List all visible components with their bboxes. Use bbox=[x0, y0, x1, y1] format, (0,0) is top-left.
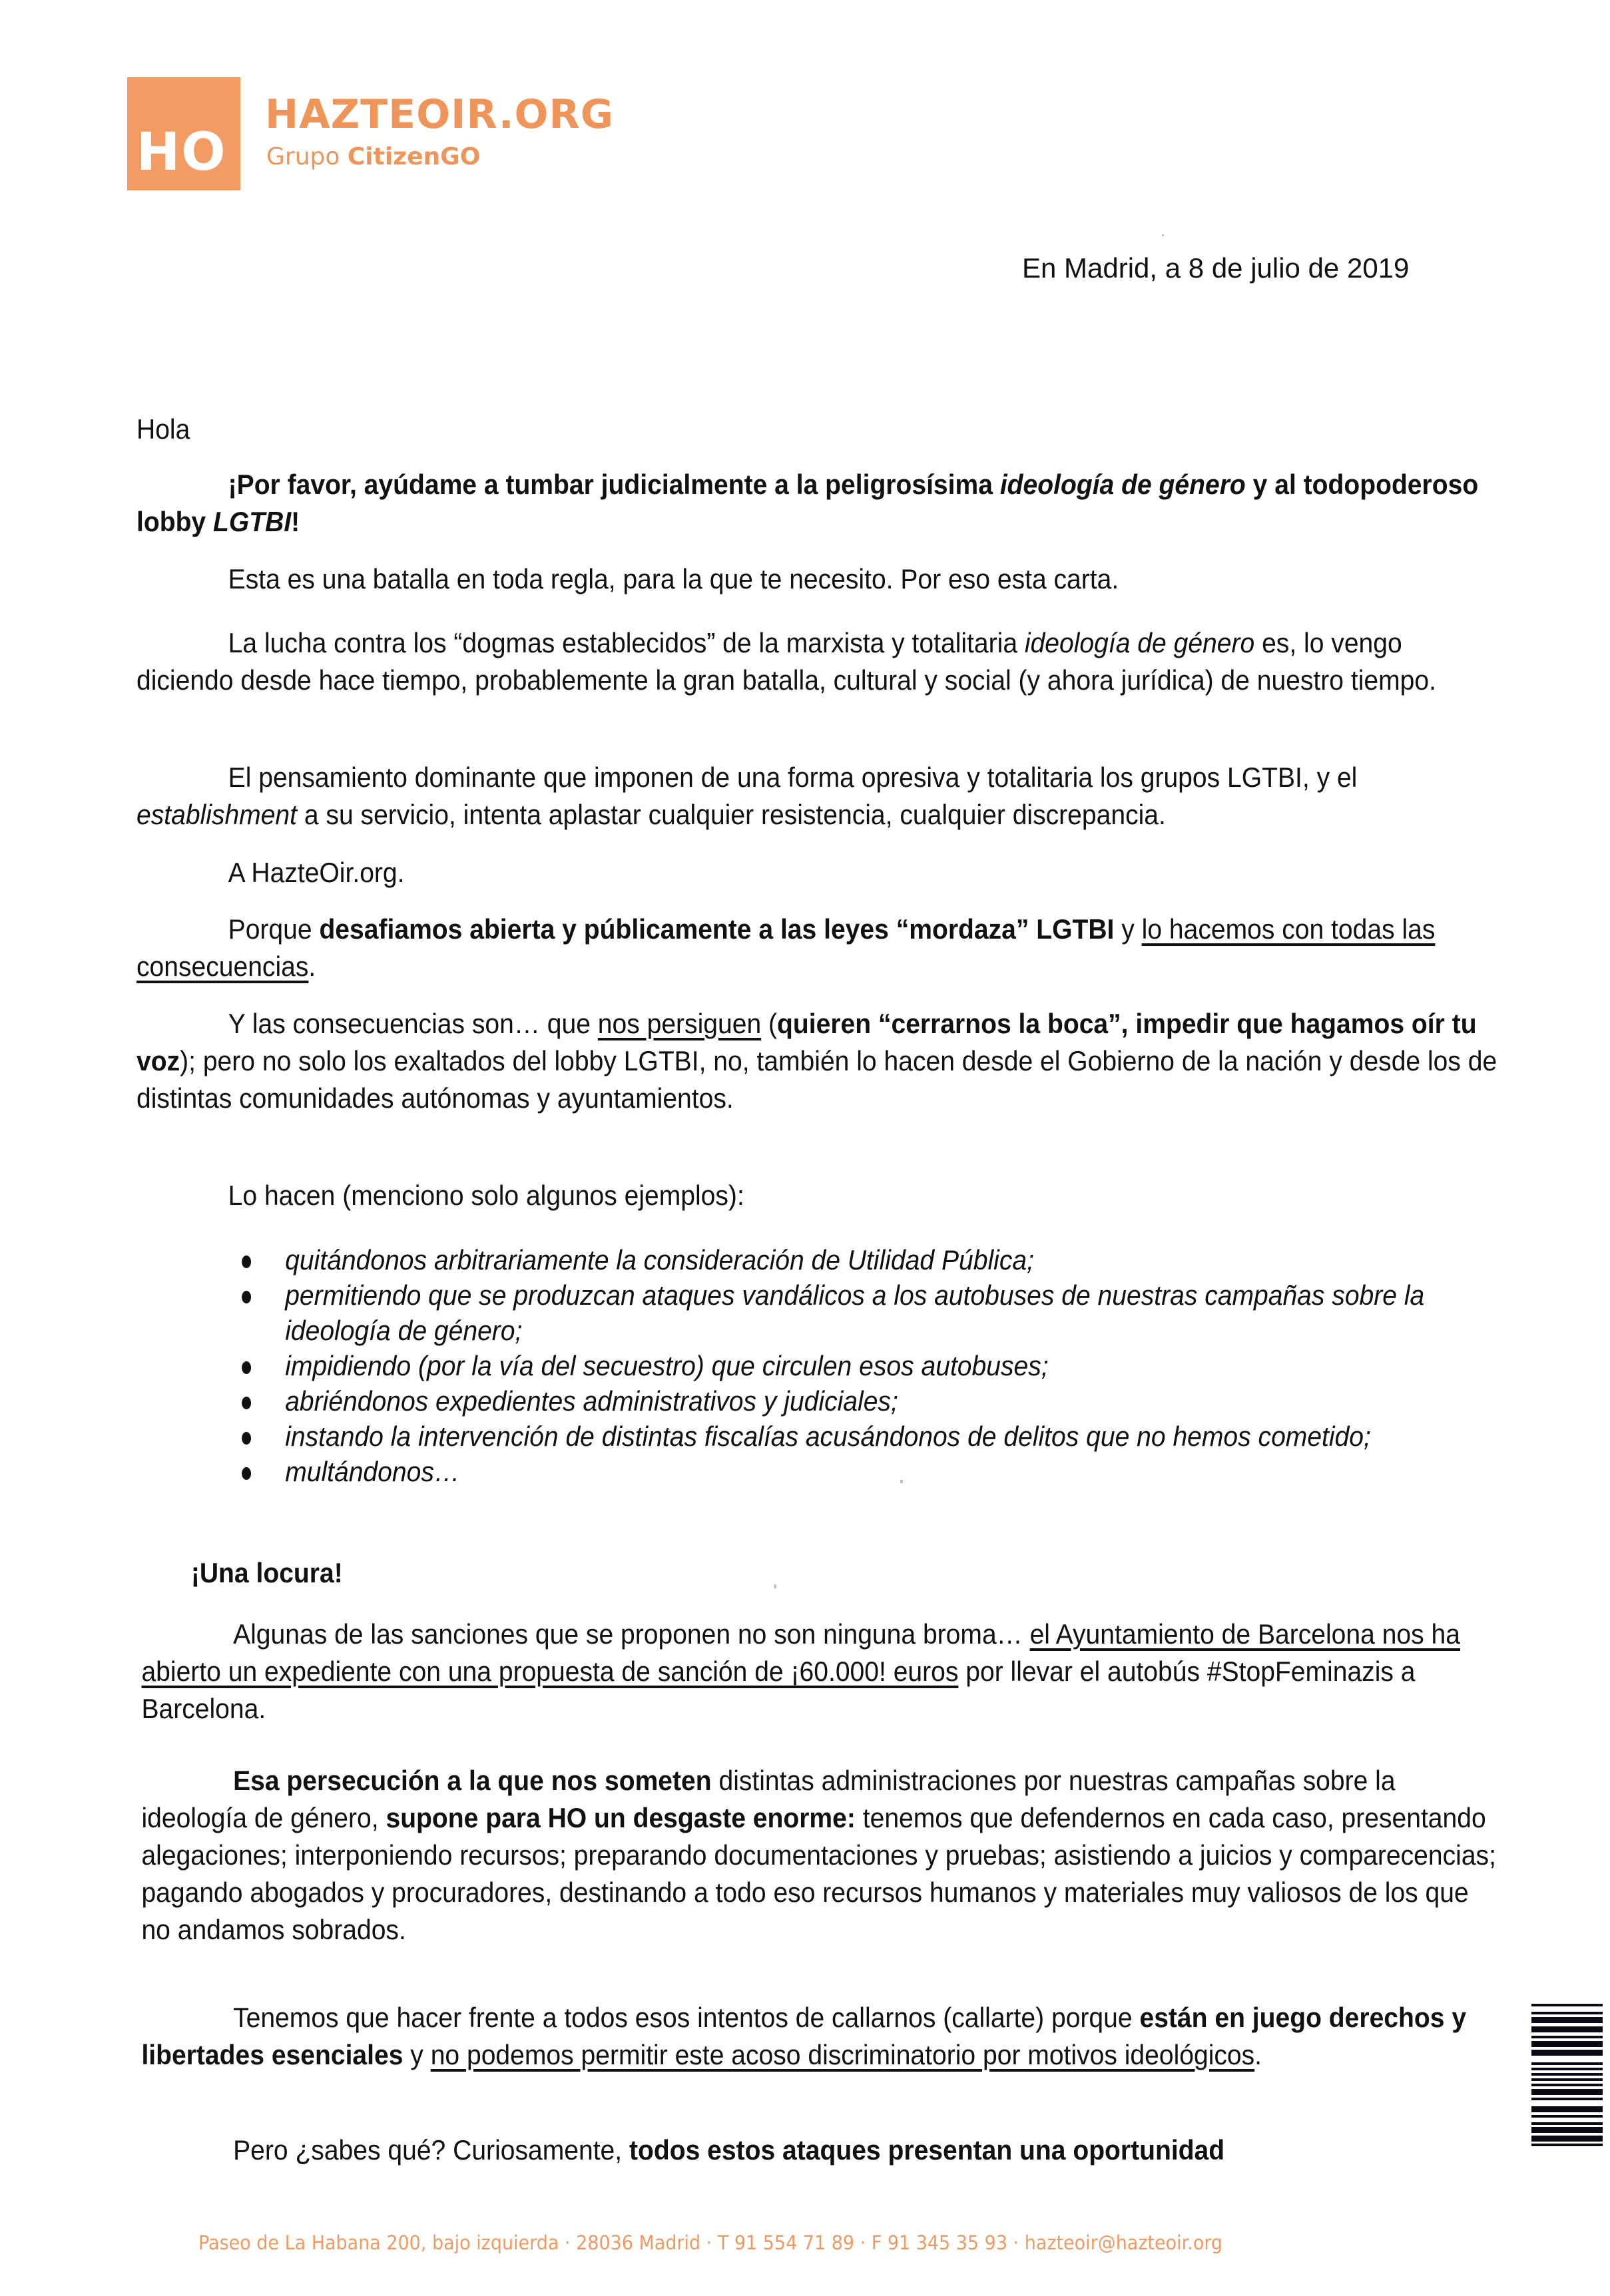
list-item-text: abriéndonos expedientes administrativos y judiciales; bbox=[285, 1385, 898, 1417]
headline-emphasis: LGTBI bbox=[213, 506, 292, 537]
logo-mark bbox=[127, 77, 240, 190]
paragraph-6 bbox=[136, 1005, 1499, 1117]
logo-wordmark-suffix: .ORG bbox=[498, 91, 614, 138]
paragraph-9 bbox=[141, 1762, 1503, 1949]
bullet-icon bbox=[242, 1467, 251, 1480]
bold-text: todos estos ataques presentan una oportunidad bbox=[629, 2134, 1225, 2166]
bold-text: desafiamos abierta y públicamente a las leyes “mordaza” LGTBI bbox=[319, 913, 1115, 945]
list-item bbox=[242, 1277, 1480, 1348]
text: y bbox=[1114, 913, 1142, 945]
list-item-text: multándonos… bbox=[285, 1456, 460, 1487]
text: El pensamiento dominante que imponen de una forma opresiva y totalitaria los grupos LGTBI, y el bbox=[228, 762, 1358, 793]
scan-speck bbox=[1162, 234, 1164, 236]
text: ); pero no solo los exaltados del lobby LGTBI, no, también lo hacen desde el Gobierno de la nación y desde los de distintas comunidades autónomas y ayuntamientos. bbox=[136, 1045, 1497, 1114]
bold-text: quieren “cerrarnos la boca”, impedir que hagamos oír tu voz bbox=[136, 1008, 1477, 1076]
greeting: Hola bbox=[136, 413, 190, 445]
text: tenemos que defendernos en cada caso, presentando alegaciones; interponiendo recursos; preparando documentaciones y pruebas; asistiendo a juicios y comparecencias; pagando abogados y procuradores, destinando a todo eso recursos humanos y materiales muy valiosos de los que no andamos sobrados. bbox=[141, 1802, 1496, 1945]
examples-list bbox=[242, 1242, 1480, 1489]
paragraph-5 bbox=[136, 911, 1499, 985]
text: es, lo vengo diciendo desde hace tiempo, probablemente la gran batalla, cultural y social (y ahora jurídica) de nuestro tiempo. bbox=[136, 627, 1436, 696]
bullet-icon bbox=[242, 1397, 251, 1409]
list-item bbox=[242, 1454, 1480, 1489]
emphasis: establishment bbox=[136, 799, 298, 830]
headline-text: y al todopoderoso lobby bbox=[136, 469, 1479, 537]
text: Pero ¿sabes qué? Curiosamente, bbox=[233, 2134, 629, 2166]
text: ( bbox=[761, 1008, 778, 1039]
paragraph-2 bbox=[136, 624, 1499, 699]
logo-wordmark bbox=[265, 91, 614, 138]
scan-speck bbox=[774, 1584, 776, 1588]
headline-text: ¡Por favor, ayúdame a tumbar judicialmente a la peligrosísima bbox=[228, 469, 1000, 500]
bullet-icon bbox=[242, 1256, 251, 1268]
text: . bbox=[1254, 2039, 1262, 2070]
scan-speck bbox=[900, 1480, 903, 1483]
underlined-text: nos persiguen bbox=[597, 1008, 762, 1039]
text: . bbox=[308, 951, 316, 982]
text: Algunas de las sanciones que se proponen no son ninguna broma… bbox=[233, 1618, 1030, 1650]
underlined-text: no podemos permitir este acoso discriminatorio por motivos ideológicos bbox=[430, 2039, 1255, 2070]
list-item bbox=[242, 1242, 1480, 1277]
bold-text: supone para HO un desgaste enorme: bbox=[386, 1802, 856, 1833]
date-line: En Madrid, a 8 de julio de 2019 bbox=[1022, 252, 1410, 284]
headline-emphasis: ideología de género bbox=[999, 469, 1246, 500]
exclamation: ¡Una locura! bbox=[190, 1557, 343, 1588]
paragraph-4: A HazteOir.org. bbox=[228, 857, 405, 888]
logo-subtitle bbox=[266, 145, 480, 169]
list-item-text: impidiendo (por la vía del secuestro) que circulen esos autobuses; bbox=[285, 1350, 1049, 1381]
logo-monogram: HO bbox=[136, 122, 227, 182]
list-item-text: permitiendo que se produzcan ataques vandálicos a los autobuses de nuestras campañas sobre la ideología de género; bbox=[285, 1279, 1425, 1346]
logo-group-prefix: Grupo bbox=[266, 143, 340, 170]
underlined-text: lo hacemos con todas las consecuencias bbox=[136, 913, 1436, 982]
paragraph-3 bbox=[136, 759, 1499, 833]
underlined-text: el Ayuntamiento de Barcelona nos ha abierto un expediente con una propuesta de sanción de ¡60.000! euros bbox=[141, 1618, 1460, 1687]
headline-text: ! bbox=[291, 506, 300, 537]
text: Y las consecuencias son… que bbox=[228, 1008, 598, 1039]
bullet-icon bbox=[242, 1291, 251, 1303]
paragraph-11 bbox=[141, 2132, 1503, 2169]
text: Tenemos que hacer frente a todos esos intentos de callarnos (callarte) porque bbox=[233, 2002, 1140, 2033]
text: La lucha contra los “dogmas establecidos” de la marxista y totalitaria bbox=[228, 627, 1025, 658]
logo-group-name: CitizenGO bbox=[347, 143, 481, 170]
bold-text: están en juego derechos y libertades esenciales bbox=[141, 2002, 1467, 2070]
logo-wordmark-main: HAZTEOIR bbox=[265, 91, 499, 138]
text: por llevar el autobús #StopFeminazis a Barcelona. bbox=[141, 1656, 1416, 1724]
barcode bbox=[1531, 2004, 1603, 2146]
footer-address: Paseo de La Habana 200, bajo izquierda · 28036 Madrid · T 91 554 71 89 · F 91 345 35 93 · hazteoir@hazteoir.org bbox=[198, 2231, 1223, 2254]
text: Porque bbox=[228, 913, 320, 945]
paragraph-10 bbox=[141, 1999, 1503, 2074]
list-item bbox=[242, 1348, 1480, 1383]
headline bbox=[136, 466, 1499, 541]
bold-text: Esa persecución a la que nos someten bbox=[233, 1765, 712, 1796]
bullet-icon bbox=[242, 1432, 251, 1445]
list-item bbox=[242, 1419, 1480, 1454]
emphasis: ideología de género bbox=[1024, 627, 1255, 658]
list-item-text: quitándonos arbitrariamente la consideración de Utilidad Pública; bbox=[285, 1244, 1034, 1275]
list-item bbox=[242, 1383, 1480, 1419]
paragraph-1: Esta es una batalla en toda regla, para la que te necesito. Por eso esta carta. bbox=[228, 563, 1119, 594]
paragraph-7: Lo hacen (menciono solo algunos ejemplos): bbox=[228, 1180, 744, 1211]
text: distintas administraciones por nuestras campañas sobre la ideología de género, bbox=[141, 1765, 1396, 1833]
text: a su servicio, intenta aplastar cualquier resistencia, cualquier discrepancia. bbox=[297, 799, 1166, 830]
paragraph-8 bbox=[141, 1616, 1503, 1727]
list-item-text: instando la intervención de distintas fiscalías acusándonos de delitos que no hemos cometido; bbox=[285, 1421, 1371, 1452]
text: y bbox=[403, 2039, 431, 2070]
bullet-icon bbox=[242, 1361, 251, 1374]
